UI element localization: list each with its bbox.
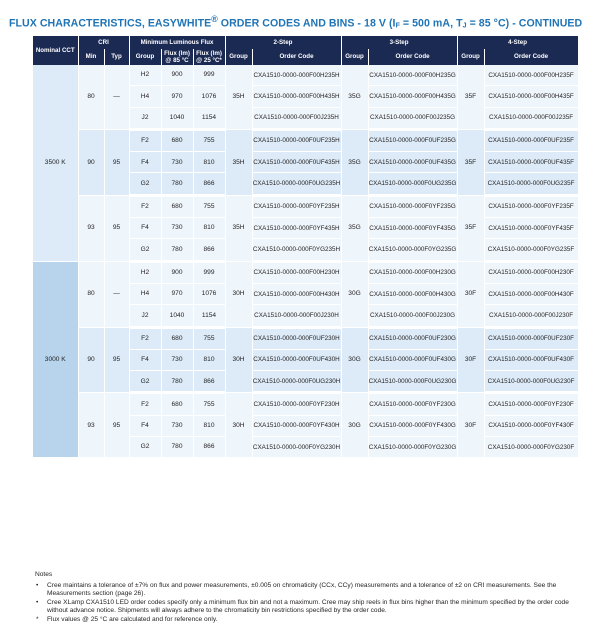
flux-group-cell: G2 <box>129 239 161 261</box>
flux-group-cell: F4 <box>129 415 161 436</box>
step3-order-code: CXA1510-0000-000F0YF435G <box>368 218 457 239</box>
flux-25-cell: 1154 <box>193 305 225 327</box>
header-2-step: 2-Step <box>225 36 341 49</box>
flux-25-cell: 866 <box>193 371 225 393</box>
step4-order-code: CXA1510-0000-000F00H435F <box>484 86 578 107</box>
cri-min-cell: 80 <box>78 65 104 129</box>
header-flux-group: Group <box>129 49 161 65</box>
step4-group-cell: 35F <box>457 195 484 261</box>
flux-25-cell: 1076 <box>193 283 225 304</box>
step4-order-code: CXA1510-0000-000F00J230F <box>484 305 578 327</box>
flux-group-cell: F2 <box>129 327 161 349</box>
header-flux-85: Flux (lm) @ 85 °C <box>161 49 193 65</box>
asterisk-icon: * <box>36 615 39 623</box>
bullet-icon: • <box>36 598 39 606</box>
step4-order-code: CXA1510-0000-000F00H230F <box>484 261 578 283</box>
note-item <box>35 616 583 625</box>
step3-order-code: CXA1510-0000-000F0UF235G <box>368 129 457 151</box>
flux-85-cell: 970 <box>161 283 193 304</box>
cri-typ-cell: 95 <box>104 129 129 195</box>
header-nominal-cct: Nominal CCT <box>33 36 78 65</box>
step2-order-code: CXA1510-0000-000F0UG235H <box>252 173 341 195</box>
cri-typ-cell: 95 <box>104 393 129 458</box>
step4-group-cell: 35F <box>457 65 484 129</box>
cri-typ-cell: 95 <box>104 327 129 393</box>
step3-order-code: CXA1510-0000-000F0YF230G <box>368 393 457 415</box>
step3-group-cell: 30G <box>341 327 368 393</box>
step4-order-code: CXA1510-0000-000F0UF235F <box>484 129 578 151</box>
step2-order-code: CXA1510-0000-000F0UG230H <box>252 371 341 393</box>
step3-order-code: CXA1510-0000-000F0UF430G <box>368 349 457 370</box>
step2-order-code: CXA1510-0000-000F00J235H <box>252 107 341 129</box>
step4-order-code: CXA1510-0000-000F0UG230F <box>484 371 578 393</box>
flux-25-cell: 755 <box>193 393 225 415</box>
step3-order-code: CXA1510-0000-000F00H430G <box>368 283 457 304</box>
flux-group-cell: F2 <box>129 393 161 415</box>
step2-order-code: CXA1510-0000-000F0YG235H <box>252 239 341 261</box>
flux-25-cell: 755 <box>193 129 225 151</box>
note-item <box>35 599 583 616</box>
step2-group-cell: 35H <box>225 195 252 261</box>
flux-85-cell: 680 <box>161 393 193 415</box>
flux-25-cell: 810 <box>193 415 225 436</box>
step2-order-code: CXA1510-0000-000F0UF430H <box>252 349 341 370</box>
step3-group-cell: 35G <box>341 129 368 195</box>
flux-group-cell: F4 <box>129 349 161 370</box>
bullet-icon: • <box>36 581 39 589</box>
flux-25-cell: 866 <box>193 437 225 458</box>
flux-85-cell: 780 <box>161 239 193 261</box>
flux-85-cell: 680 <box>161 195 193 217</box>
flux-85-cell: 780 <box>161 437 193 458</box>
flux-85-cell: 970 <box>161 86 193 107</box>
step2-group-cell: 30H <box>225 261 252 327</box>
step2-order-code: CXA1510-0000-000F0UF230H <box>252 327 341 349</box>
flux-25-cell: 999 <box>193 65 225 86</box>
step3-order-code: CXA1510-0000-000F0UG230G <box>368 371 457 393</box>
step4-order-code: CXA1510-0000-000F00H430F <box>484 283 578 304</box>
cri-typ-cell: — <box>104 65 129 129</box>
step4-order-code: CXA1510-0000-000F0YG230F <box>484 437 578 458</box>
step2-order-code: CXA1510-0000-000F0YF435H <box>252 218 341 239</box>
flux-85-cell: 780 <box>161 173 193 195</box>
step3-group-cell: 30G <box>341 261 368 327</box>
flux-group-cell: H2 <box>129 65 161 86</box>
step3-order-code: CXA1510-0000-000F0YG235G <box>368 239 457 261</box>
cct-cell: 3500 K <box>33 65 78 261</box>
flux-85-cell: 730 <box>161 218 193 239</box>
step4-order-code: CXA1510-0000-000F0YF235F <box>484 195 578 217</box>
step3-order-code: CXA1510-0000-000F00J230G <box>368 305 457 327</box>
step3-group-cell: 35G <box>341 195 368 261</box>
header-cri-typ: Typ <box>104 49 129 65</box>
flux-25-cell: 755 <box>193 195 225 217</box>
header-min-flux: Minimum Luminous Flux <box>129 36 225 49</box>
flux-85-cell: 1040 <box>161 305 193 327</box>
note-text: Cree XLamp CXA1510 LED order codes specify only a minimum flux bin and not a maximum. Cree may ship reels in flux bins higher than the minimum specified by the order code without advance notice. Shipments will always adhere to the chromaticity bin restrictions specified by the order code. <box>47 598 569 615</box>
step4-group-cell: 35F <box>457 129 484 195</box>
header-4-step-group: Group <box>457 49 484 65</box>
step4-order-code: CXA1510-0000-000F0YF435F <box>484 218 578 239</box>
note-text: Cree maintains a tolerance of ±7% on flux and power measurements, ±0.005 on chromaticity (CCx, CCy) measurements and a tolerance of ±2 on CRI measurements. See the Measurements section (page 26). <box>47 581 557 598</box>
step2-order-code: CXA1510-0000-000F0UF235H <box>252 129 341 151</box>
step4-group-cell: 30F <box>457 327 484 393</box>
header-3-step-order-code: Order Code <box>368 49 457 65</box>
flux-25-cell: 1154 <box>193 107 225 129</box>
cri-min-cell: 93 <box>78 393 104 458</box>
step4-group-cell: 30F <box>457 261 484 327</box>
flux-group-cell: F2 <box>129 195 161 217</box>
step2-order-code: CXA1510-0000-000F00H235H <box>252 65 341 86</box>
step2-group-cell: 30H <box>225 393 252 458</box>
step4-order-code: CXA1510-0000-000F0YG235F <box>484 239 578 261</box>
step3-group-cell: 30G <box>341 393 368 458</box>
cri-min-cell: 90 <box>78 129 104 195</box>
flux-85-cell: 1040 <box>161 107 193 129</box>
flux-85-cell: 730 <box>161 349 193 370</box>
flux-25-cell: 755 <box>193 327 225 349</box>
step3-order-code: CXA1510-0000-000F0UF230G <box>368 327 457 349</box>
step2-order-code: CXA1510-0000-000F00H230H <box>252 261 341 283</box>
flux-group-cell: H4 <box>129 86 161 107</box>
step2-group-cell: 35H <box>225 65 252 129</box>
step4-order-code: CXA1510-0000-000F0UF435F <box>484 152 578 173</box>
step3-order-code: CXA1510-0000-000F00H235G <box>368 65 457 86</box>
flux-85-cell: 900 <box>161 65 193 86</box>
header-flux-25: Flux (lm) @ 25 °C* <box>193 49 225 65</box>
header-cri-min: Min <box>78 49 104 65</box>
step2-group-cell: 30H <box>225 327 252 393</box>
step4-group-cell: 30F <box>457 393 484 458</box>
flux-group-cell: G2 <box>129 173 161 195</box>
flux-group-cell: G2 <box>129 371 161 393</box>
step2-order-code: CXA1510-0000-000F0UF435H <box>252 152 341 173</box>
flux-25-cell: 866 <box>193 173 225 195</box>
step3-order-code: CXA1510-0000-000F0YF430G <box>368 415 457 436</box>
flux-85-cell: 730 <box>161 152 193 173</box>
step3-order-code: CXA1510-0000-000F00H435G <box>368 86 457 107</box>
flux-25-cell: 866 <box>193 239 225 261</box>
step3-order-code: CXA1510-0000-000F0UG235G <box>368 173 457 195</box>
step2-order-code: CXA1510-0000-000F0YF235H <box>252 195 341 217</box>
header-3-step: 3-Step <box>341 36 457 49</box>
notes-heading: Notes <box>35 571 53 578</box>
header-4-step-order-code: Order Code <box>484 49 578 65</box>
step2-order-code: CXA1510-0000-000F0YF230H <box>252 393 341 415</box>
flux-group-cell: F4 <box>129 152 161 173</box>
step3-order-code: CXA1510-0000-000F0UF435G <box>368 152 457 173</box>
flux-group-cell: G2 <box>129 437 161 458</box>
step2-order-code: CXA1510-0000-000F00H435H <box>252 86 341 107</box>
step2-order-code: CXA1510-0000-000F00H430H <box>252 283 341 304</box>
step3-group-cell: 35G <box>341 65 368 129</box>
page-title: FLUX CHARACTERISTICS, EASYWHITE® ORDER CODES AND BINS - 18 V ($I_F = 500$ mA, $T_J = 85$ °C) - CONTINUED <box>9 14 583 30</box>
flux-group-cell: J2 <box>129 305 161 327</box>
step4-order-code: CXA1510-0000-000F00J235F <box>484 107 578 129</box>
flux-25-cell: 1076 <box>193 86 225 107</box>
flux-group-cell: H4 <box>129 283 161 304</box>
flux-85-cell: 680 <box>161 327 193 349</box>
step3-order-code: CXA1510-0000-000F0YG230G <box>368 437 457 458</box>
step2-order-code: CXA1510-0000-000F0YG230H <box>252 437 341 458</box>
note-item <box>35 582 583 599</box>
flux-group-cell: F2 <box>129 129 161 151</box>
step3-order-code: CXA1510-0000-000F00J235G <box>368 107 457 129</box>
notes-section <box>35 571 583 625</box>
flux-table <box>33 36 579 458</box>
header-3-step-group: Group <box>341 49 368 65</box>
flux-group-cell: H2 <box>129 261 161 283</box>
header-2-step-group: Group <box>225 49 252 65</box>
step4-order-code: CXA1510-0000-000F0YF230F <box>484 393 578 415</box>
cct-cell: 3000 K <box>33 261 78 458</box>
step2-order-code: CXA1510-0000-000F0YF430H <box>252 415 341 436</box>
flux-group-cell: F4 <box>129 218 161 239</box>
flux-25-cell: 810 <box>193 218 225 239</box>
flux-85-cell: 900 <box>161 261 193 283</box>
cri-min-cell: 80 <box>78 261 104 327</box>
cri-typ-cell: — <box>104 261 129 327</box>
cri-min-cell: 93 <box>78 195 104 261</box>
flux-25-cell: 810 <box>193 349 225 370</box>
flux-85-cell: 780 <box>161 371 193 393</box>
step4-order-code: CXA1510-0000-000F0UG235F <box>484 173 578 195</box>
step3-order-code: CXA1510-0000-000F0YF235G <box>368 195 457 217</box>
flux-group-cell: J2 <box>129 107 161 129</box>
step3-order-code: CXA1510-0000-000F00H230G <box>368 261 457 283</box>
cri-min-cell: 90 <box>78 327 104 393</box>
flux-25-cell: 999 <box>193 261 225 283</box>
flux-25-cell: 810 <box>193 152 225 173</box>
header-2-step-order-code: Order Code <box>252 49 341 65</box>
header-cri: CRI <box>78 36 129 49</box>
cri-typ-cell: 95 <box>104 195 129 261</box>
step4-order-code: CXA1510-0000-000F00H235F <box>484 65 578 86</box>
header-4-step: 4-Step <box>457 36 578 49</box>
step2-group-cell: 35H <box>225 129 252 195</box>
flux-85-cell: 680 <box>161 129 193 151</box>
step4-order-code: CXA1510-0000-000F0UF430F <box>484 349 578 370</box>
step2-order-code: CXA1510-0000-000F00J230H <box>252 305 341 327</box>
step4-order-code: CXA1510-0000-000F0YF430F <box>484 415 578 436</box>
step4-order-code: CXA1510-0000-000F0UF230F <box>484 327 578 349</box>
note-text: Flux values @ 25 °C are calculated and for reference only. <box>47 615 218 623</box>
flux-85-cell: 730 <box>161 415 193 436</box>
